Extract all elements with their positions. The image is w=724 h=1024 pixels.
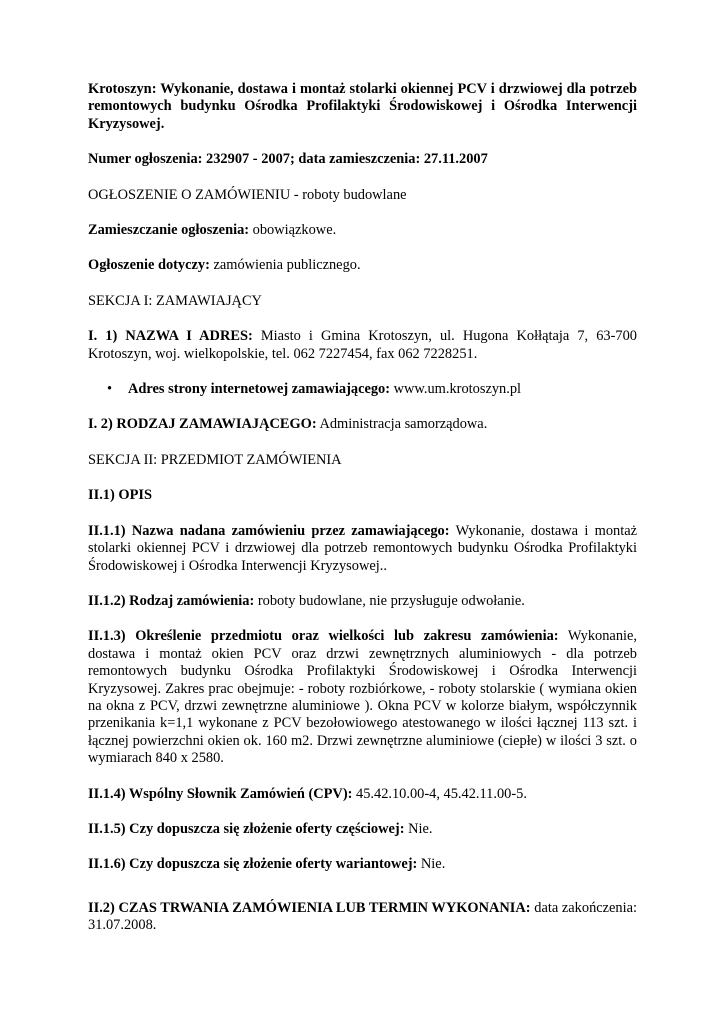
name-address-label: I. 1) NAZWA I ADRES:: [88, 328, 253, 345]
duration-label: II.2) CZAS TRWANIA ZAMÓWIENIA LUB TERMIN WYKONANIA:: [88, 899, 531, 916]
contract-scope-label: II.1.3) Określenie przedmiotu oraz wielkości lub zakresu zamówienia:: [88, 628, 559, 645]
concerns-line: [88, 257, 637, 274]
section-2-heading: SEKCJA II: PRZEDMIOT ZAMÓWIENIA: [88, 451, 342, 468]
document-title: Krotoszyn: Wykonanie, dostawa i montaż stolarki okiennej PCV i drzwiowej dla potrzeb remontowych budynku Ośrodka Profilaktyki Środowiskowej i Ośrodka Interwencji Kryzysowej.: [88, 81, 637, 132]
contract-scope-value: Wykonanie, dostawa i montaż okien PCV oraz drzwi zewnętrznych aluminiowych - dla potrzeb remontowych budynku Ośrodka Profilaktyki Środowiskowej i Ośrodka Interwencji Kryzysowej. Zakres prac obejmuje: - roboty rozbiórkowe, - roboty stolarskie ( wymiana okien na okna z PCV, drzwi zewnętrzne aluminiowe ). Okna PCV w kolorze białym, współczynnik przenikania k=1,1 wykonane z PCV bezołowiowego atestowanego w ilości łącznej 113 szt. i łącznej powierzchni okien ok. 160 m2. Drzwi zewnętrzne aluminiowe (ciepłe) w ilości 3 szt. o wymiarach 840 x 2580.: [88, 628, 637, 767]
section-1-heading: SEKCJA I: ZAMAWIAJĄCY: [88, 292, 262, 309]
contract-name: [88, 523, 637, 575]
website-label: Adres strony internetowej zamawiającego:: [128, 381, 391, 398]
duration: [88, 900, 637, 935]
spacer: [88, 892, 637, 900]
duration-value: data zakończenia: 31.07.2008.: [88, 899, 638, 934]
contract-kind-label: II.1.2) Rodzaj zamówienia:: [88, 592, 255, 609]
contracting-type-value: Administracja samorządowa.: [316, 416, 488, 433]
partial-offer: [88, 821, 637, 838]
contract-name-label: II.1.1) Nazwa nadana zamówieniu przez zamawiającego:: [88, 522, 450, 539]
contracting-type: [88, 416, 637, 433]
concerns-label: Ogłoszenie dotyczy:: [88, 257, 210, 274]
name-address-value: Miasto i Gmina Krotoszyn, ul. Hugona Kołłątaja 7, 63-700 Krotoszyn, woj. wielkopolskie, tel. 062 7227454, fax 062 7228251.: [88, 328, 637, 362]
document-page: [88, 81, 637, 953]
concerns-value: zamówienia publicznego.: [209, 257, 361, 274]
variant-offer: [88, 856, 637, 873]
cpv-codes: [88, 786, 637, 803]
posting-line: [88, 222, 637, 239]
contract-kind-value: roboty budowlane, nie przysługuje odwołanie.: [254, 592, 525, 609]
notice-type: OGŁOSZENIE O ZAMÓWIENIU - roboty budowlane: [88, 186, 407, 203]
name-address: [88, 328, 637, 363]
cpv-value: 45.42.10.00-4, 45.42.11.00-5.: [352, 785, 527, 802]
contract-kind: [88, 593, 637, 610]
cpv-label: II.1.4) Wspólny Słownik Zamówień (CPV):: [88, 785, 353, 802]
posting-value: obowiązkowe.: [249, 222, 337, 239]
bullet-icon: •: [107, 381, 113, 398]
variant-offer-value: Nie.: [417, 856, 446, 873]
contract-name-value: Wykonanie, dostawa i montaż stolarki okiennej PCV i drzwiowej dla potrzeb remontowych budynku Ośrodka Profilaktyki Środowiskowej i Ośrodka Interwencji Kryzysowej..: [88, 522, 637, 574]
variant-offer-label: II.1.6) Czy dopuszcza się złożenie oferty wariantowej:: [88, 856, 418, 873]
website-value[interactable]: www.um.krotoszyn.pl: [390, 381, 522, 398]
description-heading: II.1) OPIS: [88, 487, 152, 504]
announcement-number: Numer ogłoszenia: 232907 - 2007; data zamieszczenia: 27.11.2007: [88, 151, 488, 168]
posting-label: Zamieszczanie ogłoszenia:: [88, 222, 250, 239]
partial-offer-value: Nie.: [404, 820, 433, 837]
contract-scope: [88, 628, 637, 767]
contracting-type-label: I. 2) RODZAJ ZAMAWIAJĄCEGO:: [88, 416, 317, 433]
website-item: [88, 381, 637, 398]
partial-offer-label: II.1.5) Czy dopuszcza się złożenie oferty częściowej:: [88, 820, 405, 837]
